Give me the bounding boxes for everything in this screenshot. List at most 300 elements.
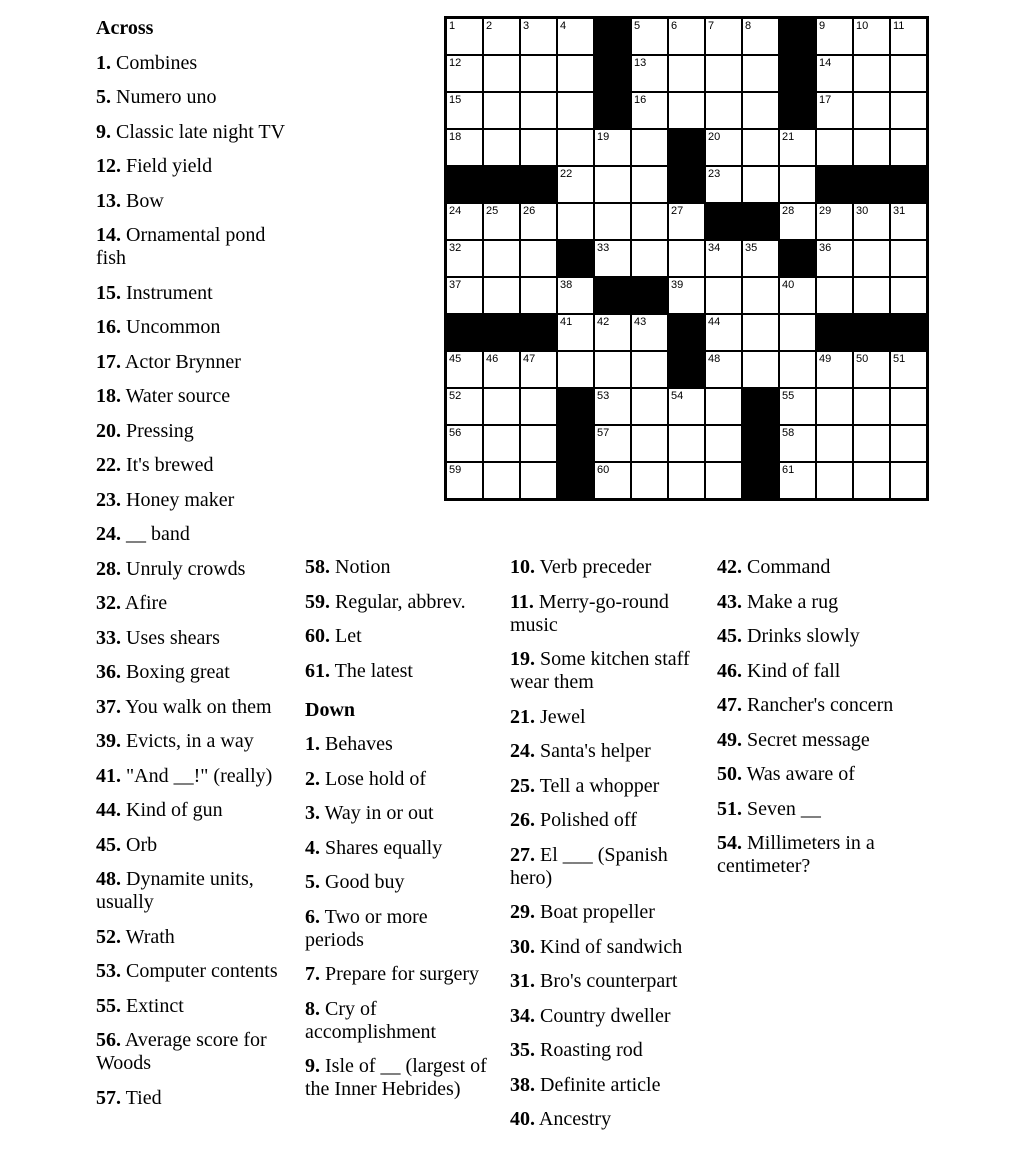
grid-cell-r8c4[interactable] xyxy=(557,277,594,314)
clue-down-34: 34. Country dweller xyxy=(510,1004,671,1027)
grid-cell-r3c3[interactable] xyxy=(520,92,557,129)
grid-cell-r12c12[interactable] xyxy=(853,425,890,462)
clue-number: 40. xyxy=(510,1108,535,1130)
grid-cell-r7c5[interactable] xyxy=(594,240,631,277)
grid-cell-r6c1[interactable] xyxy=(446,203,483,240)
grid-cell-r2c1[interactable] xyxy=(446,55,483,92)
clue-across-37: 37. You walk on them xyxy=(96,695,272,718)
clue-number: 22. xyxy=(96,454,121,476)
grid-cell-r7c9[interactable] xyxy=(742,240,779,277)
cell-number: 3 xyxy=(523,20,530,32)
clue-across-15: 15. Instrument xyxy=(96,281,213,304)
grid-cell-r13c2[interactable] xyxy=(483,462,520,499)
clue-down-19: 19. Some kitchen staff wear them xyxy=(510,648,690,693)
grid-cell-black-r8c5 xyxy=(594,277,631,314)
clue-across-28: 28. Unruly crowds xyxy=(96,557,246,580)
grid-cell-black-r11c9 xyxy=(742,388,779,425)
grid-cell-r11c11[interactable] xyxy=(816,388,853,425)
grid-cell-r10c12[interactable] xyxy=(853,351,890,388)
grid-cell-r1c4[interactable] xyxy=(557,18,594,55)
cell-number: 50 xyxy=(856,353,869,365)
clue-down-10: 10. Verb preceder xyxy=(510,556,652,578)
grid-cell-r7c2[interactable] xyxy=(483,240,520,277)
grid-cell-r4c13[interactable] xyxy=(890,129,927,166)
grid-cell-r2c3[interactable] xyxy=(520,55,557,92)
grid-cell-r6c10[interactable] xyxy=(779,203,816,240)
clue-number: 5. xyxy=(305,871,320,893)
clue-across-23: 23. Honey maker xyxy=(96,488,235,511)
grid-cell-r3c11[interactable] xyxy=(816,92,853,129)
grid-cell-r3c4[interactable] xyxy=(557,92,594,129)
grid-cell-r9c4[interactable] xyxy=(557,314,594,351)
clue-number: 57. xyxy=(96,1086,121,1109)
grid-cell-r8c7[interactable] xyxy=(668,277,705,314)
grid-cell-r5c9[interactable] xyxy=(742,166,779,203)
grid-cell-r10c10[interactable] xyxy=(779,351,816,388)
clue-across-13: 13. Bow xyxy=(96,189,164,212)
clue-number: 47. xyxy=(717,694,742,716)
grid-cell-r11c5[interactable] xyxy=(594,388,631,425)
clue-number: 61. xyxy=(305,659,330,682)
clue-number: 30. xyxy=(510,935,535,958)
cell-number: 16 xyxy=(634,94,647,106)
grid-cell-r9c8[interactable] xyxy=(705,314,742,351)
clue-number: 51. xyxy=(717,797,742,820)
grid-cell-r5c4[interactable] xyxy=(557,166,594,203)
grid-cell-r8c2[interactable] xyxy=(483,277,520,314)
grid-cell-r3c7[interactable] xyxy=(668,92,705,129)
grid-cell-r1c13[interactable] xyxy=(890,18,927,55)
clue-number: 21. xyxy=(510,705,535,728)
clue-number: 9. xyxy=(96,120,111,143)
cell-number: 14 xyxy=(819,57,832,69)
clue-number: 4. xyxy=(305,836,320,859)
grid-cell-r1c8[interactable] xyxy=(705,18,742,55)
grid-cell-r3c2[interactable] xyxy=(483,92,520,129)
grid-cell-r3c13[interactable] xyxy=(890,92,927,129)
grid-cell-r9c10[interactable] xyxy=(779,314,816,351)
clue-number: 1. xyxy=(305,733,320,755)
grid-cell-r6c7[interactable] xyxy=(668,203,705,240)
cell-number: 6 xyxy=(671,20,678,32)
grid-cell-r10c5[interactable] xyxy=(594,351,631,388)
grid-cell-r13c11[interactable] xyxy=(816,462,853,499)
clue-across-17: 17. Actor Brynner xyxy=(96,350,241,373)
grid-cell-r4c6[interactable] xyxy=(631,129,668,166)
clue-number: 41. xyxy=(96,764,121,787)
clue-down-43: 43. Make a rug xyxy=(717,590,839,613)
grid-cell-black-r13c4 xyxy=(557,462,594,499)
clue-number: 2. xyxy=(305,767,320,790)
cell-number: 1 xyxy=(449,20,456,32)
cell-number: 12 xyxy=(449,57,462,69)
grid-cell-r4c5[interactable] xyxy=(594,129,631,166)
clue-across-56: 56. Average score for Woods xyxy=(96,1029,267,1074)
cell-number: 59 xyxy=(449,464,462,476)
grid-cell-r7c8[interactable] xyxy=(705,240,742,277)
grid-cell-r7c3[interactable] xyxy=(520,240,557,277)
grid-cell-r12c11[interactable] xyxy=(816,425,853,462)
clue-across-55: 55. Extinct xyxy=(96,994,184,1017)
grid-cell-r9c6[interactable] xyxy=(631,314,668,351)
grid-cell-r12c13[interactable] xyxy=(890,425,927,462)
grid-cell-r8c11[interactable] xyxy=(816,277,853,314)
clue-down-54: 54. Millimeters in a centimeter? xyxy=(717,832,875,877)
clue-across-18: 18. Water source xyxy=(96,385,231,407)
clue-number: 10. xyxy=(510,556,535,578)
grid-cell-r13c1[interactable] xyxy=(446,462,483,499)
clue-number: 38. xyxy=(510,1073,535,1096)
cell-number: 21 xyxy=(782,131,795,143)
cell-number: 18 xyxy=(449,131,462,143)
grid-cell-r4c10[interactable] xyxy=(779,129,816,166)
grid-cell-r10c6[interactable] xyxy=(631,351,668,388)
grid-cell-r1c9[interactable] xyxy=(742,18,779,55)
grid-cell-black-r2c5 xyxy=(594,55,631,92)
grid-cell-r7c12[interactable] xyxy=(853,240,890,277)
cell-number: 36 xyxy=(819,242,832,254)
grid-cell-r10c1[interactable] xyxy=(446,351,483,388)
clue-across-36: 36. Boxing great xyxy=(96,661,230,683)
cell-number: 23 xyxy=(708,168,721,180)
grid-cell-r1c11[interactable] xyxy=(816,18,853,55)
clue-across-41: 41. "And __!" (really) xyxy=(96,764,273,787)
clue-number: 6. xyxy=(305,905,320,928)
clue-number: 27. xyxy=(510,843,535,866)
grid-cell-r11c8[interactable] xyxy=(705,388,742,425)
cell-number: 27 xyxy=(671,205,684,217)
cell-number: 39 xyxy=(671,279,684,291)
grid-cell-r2c2[interactable] xyxy=(483,55,520,92)
grid-cell-r2c9[interactable] xyxy=(742,55,779,92)
grid-cell-r2c8[interactable] xyxy=(705,55,742,92)
cell-number: 17 xyxy=(819,94,832,106)
clue-number: 46. xyxy=(717,659,742,682)
clue-across-12: 12. Field yield xyxy=(96,155,213,177)
grid-cell-r6c2[interactable] xyxy=(483,203,520,240)
cell-number: 55 xyxy=(782,390,795,402)
grid-cell-r8c3[interactable] xyxy=(520,277,557,314)
clue-number: 9. xyxy=(305,1055,320,1077)
grid-cell-r10c13[interactable] xyxy=(890,351,927,388)
clue-number: 32. xyxy=(96,592,121,614)
clue-across-33: 33. Uses shears xyxy=(96,626,220,649)
cell-number: 37 xyxy=(449,279,462,291)
grid-cell-r8c10[interactable] xyxy=(779,277,816,314)
clue-number: 53. xyxy=(96,960,121,982)
clue-number: 45. xyxy=(717,625,742,647)
grid-cell-r10c11[interactable] xyxy=(816,351,853,388)
clue-number: 20. xyxy=(96,419,121,442)
grid-cell-r3c9[interactable] xyxy=(742,92,779,129)
cell-number: 42 xyxy=(597,316,610,328)
grid-cell-black-r5c2 xyxy=(483,166,520,203)
clue-across-44: 44. Kind of gun xyxy=(96,799,223,821)
clue-down-51: 51. Seven __ xyxy=(717,797,821,820)
clue-number: 17. xyxy=(96,350,121,373)
grid-cell-r13c12[interactable] xyxy=(853,462,890,499)
grid-cell-black-r5c11 xyxy=(816,166,853,203)
cell-number: 26 xyxy=(523,205,536,217)
clue-down-27: 27. El ___ (Spanish hero) xyxy=(510,843,668,889)
clue-down-9: 9. Isle of __ (largest of the Inner Hebrides) xyxy=(305,1055,487,1100)
clue-across-48: 48. Dynamite units, usually xyxy=(96,868,254,913)
clue-down-30: 30. Kind of sandwich xyxy=(510,935,683,958)
grid-cell-r10c3[interactable] xyxy=(520,351,557,388)
clue-across-24: 24. __ band xyxy=(96,523,190,545)
grid-cell-black-r12c9 xyxy=(742,425,779,462)
clue-down-47: 47. Rancher's concern xyxy=(717,694,894,716)
grid-cell-r1c2[interactable] xyxy=(483,18,520,55)
grid-cell-r10c2[interactable] xyxy=(483,351,520,388)
grid-cell-black-r2c10 xyxy=(779,55,816,92)
grid-cell-r10c9[interactable] xyxy=(742,351,779,388)
grid-cell-r4c12[interactable] xyxy=(853,129,890,166)
grid-cell-black-r3c5 xyxy=(594,92,631,129)
clue-down-46: 46. Kind of fall xyxy=(717,659,841,682)
grid-cell-r12c6[interactable] xyxy=(631,425,668,462)
clue-number: 3. xyxy=(305,802,320,824)
grid-cell-r9c5[interactable] xyxy=(594,314,631,351)
grid-cell-black-r7c10 xyxy=(779,240,816,277)
clue-number: 23. xyxy=(96,488,121,511)
grid-cell-r12c5[interactable] xyxy=(594,425,631,462)
clue-across-53: 53. Computer contents xyxy=(96,960,278,982)
cell-number: 49 xyxy=(819,353,832,365)
cell-number: 11 xyxy=(893,20,905,32)
clue-number: 43. xyxy=(717,590,742,613)
cell-number: 46 xyxy=(486,353,499,365)
grid-cell-r12c8[interactable] xyxy=(705,425,742,462)
clue-down-2: 2. Lose hold of xyxy=(305,767,427,790)
grid-cell-r3c8[interactable] xyxy=(705,92,742,129)
clue-number: 52. xyxy=(96,925,121,948)
clue-down-21: 21. Jewel xyxy=(510,705,586,728)
grid-cell-r4c9[interactable] xyxy=(742,129,779,166)
cell-number: 40 xyxy=(782,279,795,291)
grid-cell-black-r7c4 xyxy=(557,240,594,277)
cell-number: 30 xyxy=(856,205,869,217)
clue-number: 15. xyxy=(96,281,121,304)
grid-cell-r7c7[interactable] xyxy=(668,240,705,277)
cell-number: 51 xyxy=(893,353,906,365)
cell-number: 32 xyxy=(449,242,462,254)
grid-cell-r2c13[interactable] xyxy=(890,55,927,92)
clue-across-59: 59. Regular, abbrev. xyxy=(305,590,466,613)
grid-cell-r6c3[interactable] xyxy=(520,203,557,240)
grid-cell-r1c12[interactable] xyxy=(853,18,890,55)
cell-number: 61 xyxy=(782,464,795,476)
grid-cell-r8c13[interactable] xyxy=(890,277,927,314)
clue-down-29: 29. Boat propeller xyxy=(510,901,655,923)
clue-number: 24. xyxy=(96,523,121,545)
grid-cell-r12c3[interactable] xyxy=(520,425,557,462)
clue-across-60: 60. Let xyxy=(305,625,362,647)
clue-across-14: 14. Ornamental pond fish xyxy=(96,224,266,269)
cell-number: 48 xyxy=(708,353,721,365)
grid-cell-r11c12[interactable] xyxy=(853,388,890,425)
clue-number: 7. xyxy=(305,963,320,985)
clue-number: 50. xyxy=(717,763,742,785)
grid-cell-r2c4[interactable] xyxy=(557,55,594,92)
clue-down-8: 8. Cry of accomplishment xyxy=(305,997,437,1043)
grid-cell-black-r5c13 xyxy=(890,166,927,203)
grid-cell-r13c10[interactable] xyxy=(779,462,816,499)
grid-cell-r6c5[interactable] xyxy=(594,203,631,240)
clue-number: 8. xyxy=(305,997,320,1020)
grid-cell-r11c1[interactable] xyxy=(446,388,483,425)
grid-cell-r6c11[interactable] xyxy=(816,203,853,240)
cell-number: 45 xyxy=(449,353,462,365)
grid-cell-r3c12[interactable] xyxy=(853,92,890,129)
grid-cell-r13c5[interactable] xyxy=(594,462,631,499)
grid-cell-r2c6[interactable] xyxy=(631,55,668,92)
grid-cell-r1c1[interactable] xyxy=(446,18,483,55)
grid-cell-r13c3[interactable] xyxy=(520,462,557,499)
cell-number: 15 xyxy=(449,94,462,106)
grid-cell-r7c11[interactable] xyxy=(816,240,853,277)
clue-number: 19. xyxy=(510,648,535,670)
grid-cell-r5c10[interactable] xyxy=(779,166,816,203)
grid-cell-r11c2[interactable] xyxy=(483,388,520,425)
grid-cell-black-r13c9 xyxy=(742,462,779,499)
cell-number: 4 xyxy=(560,20,567,32)
grid-cell-r7c1[interactable] xyxy=(446,240,483,277)
clue-across-22: 22. It's brewed xyxy=(96,454,214,476)
cell-number: 41 xyxy=(560,316,573,328)
clue-down-50: 50. Was aware of xyxy=(717,763,855,785)
grid-cell-r6c13[interactable] xyxy=(890,203,927,240)
grid-cell-r5c8[interactable] xyxy=(705,166,742,203)
grid-cell-r13c6[interactable] xyxy=(631,462,668,499)
cell-number: 58 xyxy=(782,427,795,439)
clue-down-38: 38. Definite article xyxy=(510,1073,661,1096)
grid-cell-r2c12[interactable] xyxy=(853,55,890,92)
grid-cell-r3c6[interactable] xyxy=(631,92,668,129)
grid-cell-r1c6[interactable] xyxy=(631,18,668,55)
grid-cell-r8c1[interactable] xyxy=(446,277,483,314)
grid-cell-r11c13[interactable] xyxy=(890,388,927,425)
grid-cell-r12c2[interactable] xyxy=(483,425,520,462)
clue-down-25: 25. Tell a whopper xyxy=(510,774,660,797)
clue-column-3 xyxy=(510,556,705,1143)
clue-number: 34. xyxy=(510,1004,535,1027)
grid-cell-r13c13[interactable] xyxy=(890,462,927,499)
grid-cell-r8c8[interactable] xyxy=(705,277,742,314)
grid-cell-black-r9c13 xyxy=(890,314,927,351)
grid-cell-r3c1[interactable] xyxy=(446,92,483,129)
clue-across-1: 1. Combines xyxy=(96,51,198,74)
grid-cell-r2c11[interactable] xyxy=(816,55,853,92)
clue-column-1 xyxy=(96,17,286,1121)
clue-number: 33. xyxy=(96,626,121,649)
clue-number: 54. xyxy=(717,832,742,854)
clue-down-49: 49. Secret message xyxy=(717,728,870,751)
grid-cell-r4c4[interactable] xyxy=(557,129,594,166)
cell-number: 54 xyxy=(671,390,684,402)
grid-cell-r13c8[interactable] xyxy=(705,462,742,499)
clue-number: 42. xyxy=(717,556,742,578)
grid-cell-r6c4[interactable] xyxy=(557,203,594,240)
clue-number: 1. xyxy=(96,51,111,74)
grid-cell-r6c12[interactable] xyxy=(853,203,890,240)
clue-across-32: 32. Afire xyxy=(96,592,168,614)
clue-across-20: 20. Pressing xyxy=(96,419,194,442)
cell-number: 56 xyxy=(449,427,462,439)
grid-cell-r7c13[interactable] xyxy=(890,240,927,277)
clue-down-35: 35. Roasting rod xyxy=(510,1039,643,1061)
cell-number: 8 xyxy=(745,20,752,32)
grid-cell-r5c5[interactable] xyxy=(594,166,631,203)
cell-number: 38 xyxy=(560,279,573,291)
clue-down-5: 5. Good buy xyxy=(305,871,405,893)
cell-number: 57 xyxy=(597,427,610,439)
grid-cell-r11c3[interactable] xyxy=(520,388,557,425)
grid-cell-r4c8[interactable] xyxy=(705,129,742,166)
grid-cell-r8c9[interactable] xyxy=(742,277,779,314)
grid-cell-r12c1[interactable] xyxy=(446,425,483,462)
grid-cell-r4c1[interactable] xyxy=(446,129,483,166)
clue-number: 5. xyxy=(96,86,111,108)
grid-cell-r11c6[interactable] xyxy=(631,388,668,425)
grid-cell-r2c7[interactable] xyxy=(668,55,705,92)
grid-cell-r4c11[interactable] xyxy=(816,129,853,166)
clue-number: 49. xyxy=(717,728,742,751)
grid-cell-r1c7[interactable] xyxy=(668,18,705,55)
cell-number: 60 xyxy=(597,464,610,476)
clue-number: 26. xyxy=(510,809,535,831)
clue-number: 60. xyxy=(305,625,330,647)
grid-cell-black-r12c4 xyxy=(557,425,594,462)
clue-number: 44. xyxy=(96,799,121,821)
cell-number: 34 xyxy=(708,242,721,254)
grid-cell-r12c10[interactable] xyxy=(779,425,816,462)
grid-cell-r11c7[interactable] xyxy=(668,388,705,425)
grid-cell-r10c4[interactable] xyxy=(557,351,594,388)
grid-cell-black-r5c7 xyxy=(668,166,705,203)
cell-number: 43 xyxy=(634,316,647,328)
clue-number: 25. xyxy=(510,774,535,797)
grid-cell-r4c3[interactable] xyxy=(520,129,557,166)
clue-number: 56. xyxy=(96,1029,121,1051)
grid-cell-black-r9c1 xyxy=(446,314,483,351)
grid-cell-r10c8[interactable] xyxy=(705,351,742,388)
cell-number: 52 xyxy=(449,390,462,402)
clue-number: 45. xyxy=(96,833,121,856)
clue-down-3: 3. Way in or out xyxy=(305,802,434,824)
clue-number: 11. xyxy=(510,590,534,613)
clue-down-42: 42. Command xyxy=(717,556,831,578)
clue-across-52: 52. Wrath xyxy=(96,925,175,948)
grid-cell-r8c12[interactable] xyxy=(853,277,890,314)
grid-cell-r12c7[interactable] xyxy=(668,425,705,462)
grid-cell-r5c6[interactable] xyxy=(631,166,668,203)
grid-cell-r6c6[interactable] xyxy=(631,203,668,240)
cell-number: 10 xyxy=(856,20,869,32)
cell-number: 25 xyxy=(486,205,499,217)
grid-cell-r13c7[interactable] xyxy=(668,462,705,499)
grid-cell-r1c3[interactable] xyxy=(520,18,557,55)
cell-number: 5 xyxy=(634,20,641,32)
cell-number: 28 xyxy=(782,205,795,217)
clue-down-45: 45. Drinks slowly xyxy=(717,625,860,647)
grid-cell-r7c6[interactable] xyxy=(631,240,668,277)
grid-cell-r9c9[interactable] xyxy=(742,314,779,351)
clue-number: 24. xyxy=(510,740,535,762)
grid-cell-r11c10[interactable] xyxy=(779,388,816,425)
grid-cell-black-r1c5 xyxy=(594,18,631,55)
grid-cell-r4c2[interactable] xyxy=(483,129,520,166)
